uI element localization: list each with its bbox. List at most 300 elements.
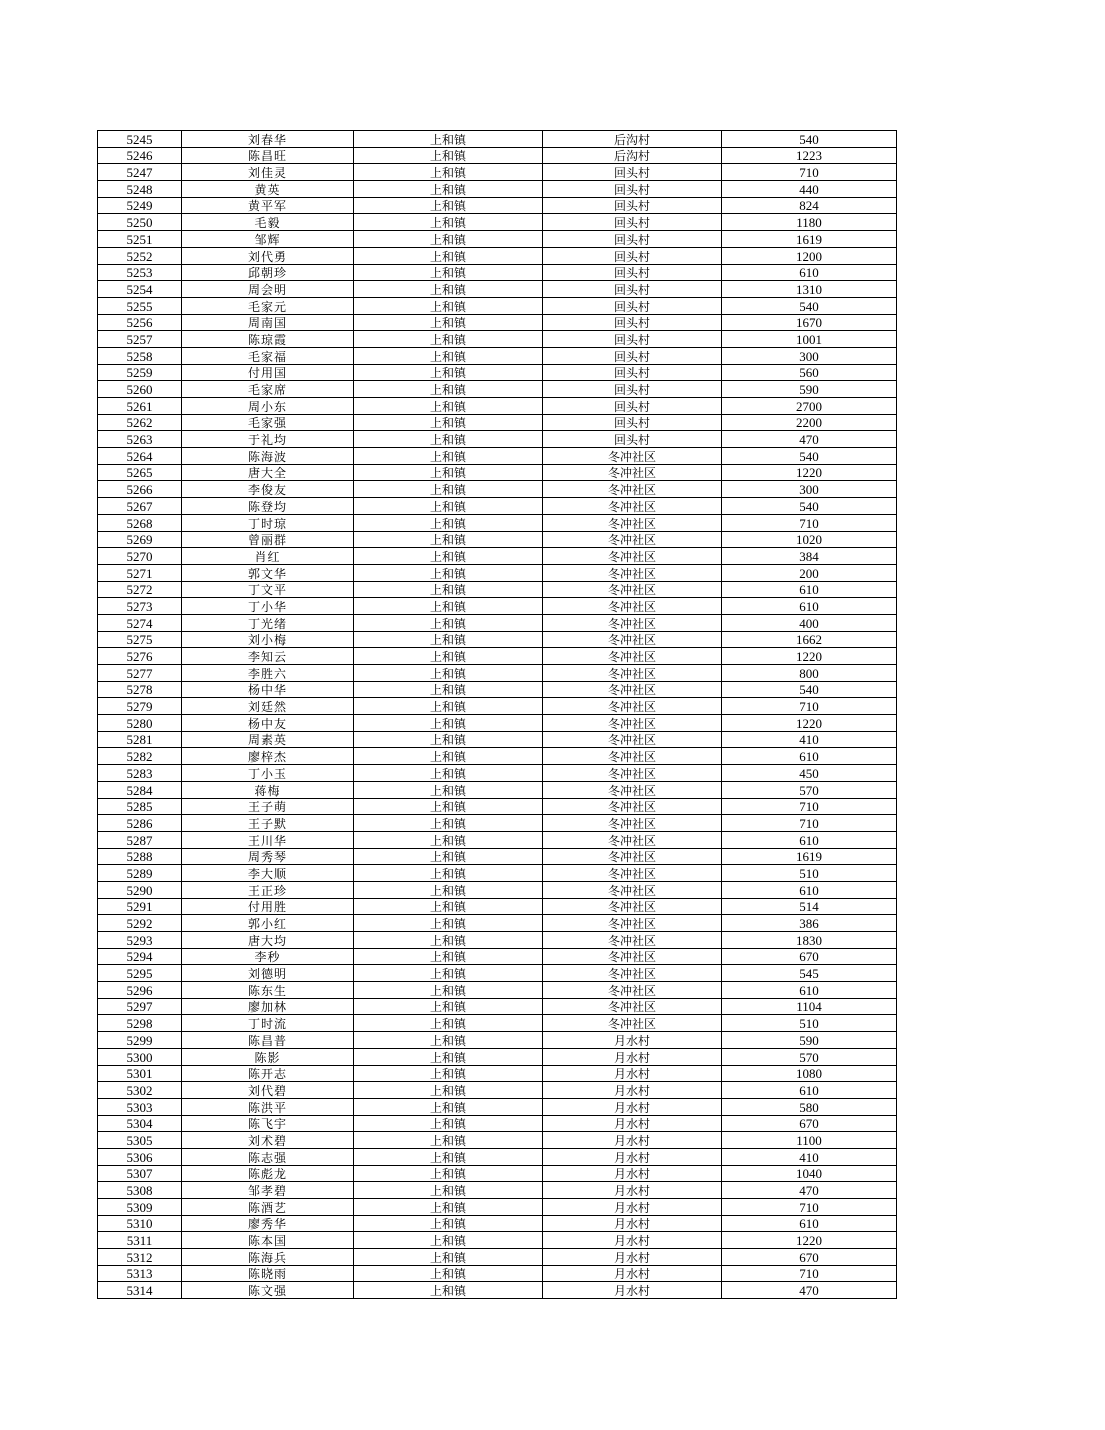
town-cell: 上和镇 xyxy=(354,347,543,364)
town-cell: 上和镇 xyxy=(354,1082,543,1099)
amount-cell: 1040 xyxy=(722,1165,897,1182)
village-cell: 回头村 xyxy=(543,314,722,331)
village-cell: 回头村 xyxy=(543,231,722,248)
town-cell: 上和镇 xyxy=(354,648,543,665)
table-row xyxy=(98,648,897,665)
village-cell: 冬冲社区 xyxy=(543,865,722,882)
amount-cell: 1020 xyxy=(722,531,897,548)
amount-cell: 560 xyxy=(722,364,897,381)
row-number-cell: 5275 xyxy=(98,631,182,648)
town-cell: 上和镇 xyxy=(354,865,543,882)
town-cell: 上和镇 xyxy=(354,147,543,164)
amount-cell: 470 xyxy=(722,1282,897,1299)
table-row xyxy=(98,164,897,181)
name-cell: 丁时流 xyxy=(182,1015,354,1032)
village-cell: 月水村 xyxy=(543,1249,722,1266)
table-row xyxy=(98,898,897,915)
row-number-cell: 5286 xyxy=(98,815,182,832)
row-number-cell: 5312 xyxy=(98,1249,182,1266)
name-cell: 陈志强 xyxy=(182,1148,354,1165)
table-row xyxy=(98,231,897,248)
row-number-cell: 5284 xyxy=(98,781,182,798)
name-cell: 丁时琼 xyxy=(182,514,354,531)
amount-cell: 580 xyxy=(722,1098,897,1115)
table-row xyxy=(98,264,897,281)
table-row xyxy=(98,998,897,1015)
village-cell: 回头村 xyxy=(543,197,722,214)
village-cell: 冬冲社区 xyxy=(543,948,722,965)
town-cell: 上和镇 xyxy=(354,181,543,198)
name-cell: 邱朝珍 xyxy=(182,264,354,281)
village-cell: 回头村 xyxy=(543,431,722,448)
table-row xyxy=(98,1032,897,1049)
village-cell: 回头村 xyxy=(543,297,722,314)
data-table xyxy=(97,130,897,1299)
table-row xyxy=(98,698,897,715)
amount-cell: 610 xyxy=(722,581,897,598)
village-cell: 冬冲社区 xyxy=(543,932,722,949)
table-row xyxy=(98,514,897,531)
town-cell: 上和镇 xyxy=(354,831,543,848)
town-cell: 上和镇 xyxy=(354,197,543,214)
amount-cell: 200 xyxy=(722,564,897,581)
table-row xyxy=(98,598,897,615)
row-number-cell: 5248 xyxy=(98,181,182,198)
town-cell: 上和镇 xyxy=(354,1182,543,1199)
table-row xyxy=(98,1015,897,1032)
town-cell: 上和镇 xyxy=(354,331,543,348)
row-number-cell: 5288 xyxy=(98,848,182,865)
village-cell: 后沟村 xyxy=(543,131,722,148)
town-cell: 上和镇 xyxy=(354,982,543,999)
town-cell: 上和镇 xyxy=(354,1115,543,1132)
table-row xyxy=(98,1215,897,1232)
row-number-cell: 5278 xyxy=(98,681,182,698)
row-number-cell: 5259 xyxy=(98,364,182,381)
table-row xyxy=(98,1082,897,1099)
town-cell: 上和镇 xyxy=(354,564,543,581)
table-row xyxy=(98,364,897,381)
town-cell: 上和镇 xyxy=(354,848,543,865)
amount-cell: 710 xyxy=(722,815,897,832)
table-row xyxy=(98,581,897,598)
table-row xyxy=(98,1182,897,1199)
amount-cell: 670 xyxy=(722,948,897,965)
row-number-cell: 5302 xyxy=(98,1082,182,1099)
amount-cell: 1200 xyxy=(722,247,897,264)
amount-cell: 400 xyxy=(722,614,897,631)
village-cell: 月水村 xyxy=(543,1065,722,1082)
table-row xyxy=(98,498,897,515)
table-row xyxy=(98,564,897,581)
village-cell: 回头村 xyxy=(543,414,722,431)
row-number-cell: 5293 xyxy=(98,932,182,949)
amount-cell: 1619 xyxy=(722,231,897,248)
town-cell: 上和镇 xyxy=(354,898,543,915)
table-row xyxy=(98,681,897,698)
name-cell: 陈东生 xyxy=(182,982,354,999)
name-cell: 周南国 xyxy=(182,314,354,331)
town-cell: 上和镇 xyxy=(354,481,543,498)
table-row xyxy=(98,815,897,832)
table-row xyxy=(98,748,897,765)
town-cell: 上和镇 xyxy=(354,464,543,481)
town-cell: 上和镇 xyxy=(354,581,543,598)
table-row xyxy=(98,414,897,431)
table-row xyxy=(98,715,897,732)
village-cell: 冬冲社区 xyxy=(543,698,722,715)
town-cell: 上和镇 xyxy=(354,398,543,415)
town-cell: 上和镇 xyxy=(354,1215,543,1232)
town-cell: 上和镇 xyxy=(354,765,543,782)
table-row xyxy=(98,1098,897,1115)
town-cell: 上和镇 xyxy=(354,1148,543,1165)
amount-cell: 710 xyxy=(722,1265,897,1282)
town-cell: 上和镇 xyxy=(354,915,543,932)
name-cell: 黄平军 xyxy=(182,197,354,214)
row-number-cell: 5256 xyxy=(98,314,182,331)
name-cell: 陈海波 xyxy=(182,448,354,465)
row-number-cell: 5245 xyxy=(98,131,182,148)
row-number-cell: 5247 xyxy=(98,164,182,181)
village-cell: 月水村 xyxy=(543,1098,722,1115)
table-row xyxy=(98,314,897,331)
amount-cell: 540 xyxy=(722,681,897,698)
row-number-cell: 5299 xyxy=(98,1032,182,1049)
table-row xyxy=(98,1115,897,1132)
row-number-cell: 5257 xyxy=(98,331,182,348)
town-cell: 上和镇 xyxy=(354,665,543,682)
table-row xyxy=(98,1148,897,1165)
row-number-cell: 5289 xyxy=(98,865,182,882)
name-cell: 陈登均 xyxy=(182,498,354,515)
table-row xyxy=(98,881,897,898)
row-number-cell: 5311 xyxy=(98,1232,182,1249)
amount-cell: 1619 xyxy=(722,848,897,865)
row-number-cell: 5246 xyxy=(98,147,182,164)
village-cell: 冬冲社区 xyxy=(543,665,722,682)
village-cell: 回头村 xyxy=(543,364,722,381)
row-number-cell: 5253 xyxy=(98,264,182,281)
town-cell: 上和镇 xyxy=(354,131,543,148)
town-cell: 上和镇 xyxy=(354,1098,543,1115)
row-number-cell: 5290 xyxy=(98,881,182,898)
name-cell: 廖梓杰 xyxy=(182,748,354,765)
row-number-cell: 5263 xyxy=(98,431,182,448)
table-row xyxy=(98,1048,897,1065)
name-cell: 陈彪龙 xyxy=(182,1165,354,1182)
name-cell: 陈飞宇 xyxy=(182,1115,354,1132)
town-cell: 上和镇 xyxy=(354,548,543,565)
amount-cell: 610 xyxy=(722,748,897,765)
name-cell: 陈晓雨 xyxy=(182,1265,354,1282)
town-cell: 上和镇 xyxy=(354,998,543,1015)
table-row xyxy=(98,131,897,148)
village-cell: 冬冲社区 xyxy=(543,848,722,865)
row-number-cell: 5277 xyxy=(98,665,182,682)
row-number-cell: 5266 xyxy=(98,481,182,498)
name-cell: 杨中友 xyxy=(182,715,354,732)
row-number-cell: 5260 xyxy=(98,381,182,398)
name-cell: 刘佳灵 xyxy=(182,164,354,181)
name-cell: 陈影 xyxy=(182,1048,354,1065)
village-cell: 冬冲社区 xyxy=(543,915,722,932)
name-cell: 陈文强 xyxy=(182,1282,354,1299)
town-cell: 上和镇 xyxy=(354,815,543,832)
town-cell: 上和镇 xyxy=(354,698,543,715)
name-cell: 陈酒艺 xyxy=(182,1199,354,1216)
village-cell: 冬冲社区 xyxy=(543,631,722,648)
village-cell: 冬冲社区 xyxy=(543,715,722,732)
name-cell: 陈本国 xyxy=(182,1232,354,1249)
name-cell: 刘廷然 xyxy=(182,698,354,715)
village-cell: 月水村 xyxy=(543,1115,722,1132)
row-number-cell: 5281 xyxy=(98,731,182,748)
row-number-cell: 5305 xyxy=(98,1132,182,1149)
amount-cell: 1080 xyxy=(722,1065,897,1082)
table-row xyxy=(98,281,897,298)
table-row xyxy=(98,1199,897,1216)
amount-cell: 590 xyxy=(722,1032,897,1049)
amount-cell: 300 xyxy=(722,347,897,364)
town-cell: 上和镇 xyxy=(354,1232,543,1249)
town-cell: 上和镇 xyxy=(354,1065,543,1082)
row-number-cell: 5252 xyxy=(98,247,182,264)
town-cell: 上和镇 xyxy=(354,1032,543,1049)
name-cell: 陈琼霞 xyxy=(182,331,354,348)
town-cell: 上和镇 xyxy=(354,214,543,231)
town-cell: 上和镇 xyxy=(354,531,543,548)
town-cell: 上和镇 xyxy=(354,1048,543,1065)
name-cell: 王子萌 xyxy=(182,798,354,815)
table-row xyxy=(98,948,897,965)
amount-cell: 510 xyxy=(722,865,897,882)
name-cell: 曾丽群 xyxy=(182,531,354,548)
town-cell: 上和镇 xyxy=(354,881,543,898)
town-cell: 上和镇 xyxy=(354,1132,543,1149)
name-cell: 毛家席 xyxy=(182,381,354,398)
town-cell: 上和镇 xyxy=(354,631,543,648)
name-cell: 蒋梅 xyxy=(182,781,354,798)
amount-cell: 450 xyxy=(722,765,897,782)
town-cell: 上和镇 xyxy=(354,381,543,398)
village-cell: 冬冲社区 xyxy=(543,898,722,915)
amount-cell: 1220 xyxy=(722,715,897,732)
amount-cell: 800 xyxy=(722,665,897,682)
amount-cell: 540 xyxy=(722,448,897,465)
name-cell: 陈昌普 xyxy=(182,1032,354,1049)
table-row xyxy=(98,932,897,949)
name-cell: 刘小梅 xyxy=(182,631,354,648)
village-cell: 月水村 xyxy=(543,1165,722,1182)
name-cell: 丁文平 xyxy=(182,581,354,598)
village-cell: 回头村 xyxy=(543,214,722,231)
name-cell: 刘代碧 xyxy=(182,1082,354,1099)
name-cell: 李大顺 xyxy=(182,865,354,882)
name-cell: 毛家福 xyxy=(182,347,354,364)
name-cell: 刘德明 xyxy=(182,965,354,982)
row-number-cell: 5313 xyxy=(98,1265,182,1282)
village-cell: 月水村 xyxy=(543,1282,722,1299)
table-row xyxy=(98,765,897,782)
row-number-cell: 5307 xyxy=(98,1165,182,1182)
name-cell: 郭文华 xyxy=(182,564,354,581)
row-number-cell: 5267 xyxy=(98,498,182,515)
row-number-cell: 5308 xyxy=(98,1182,182,1199)
name-cell: 刘春华 xyxy=(182,131,354,148)
village-cell: 冬冲社区 xyxy=(543,448,722,465)
name-cell: 郭小红 xyxy=(182,915,354,932)
village-cell: 冬冲社区 xyxy=(543,1015,722,1032)
name-cell: 杨中华 xyxy=(182,681,354,698)
town-cell: 上和镇 xyxy=(354,798,543,815)
row-number-cell: 5264 xyxy=(98,448,182,465)
town-cell: 上和镇 xyxy=(354,514,543,531)
name-cell: 丁光绪 xyxy=(182,614,354,631)
table-row xyxy=(98,1065,897,1082)
village-cell: 冬冲社区 xyxy=(543,982,722,999)
village-cell: 回头村 xyxy=(543,181,722,198)
town-cell: 上和镇 xyxy=(354,247,543,264)
amount-cell: 1830 xyxy=(722,932,897,949)
row-number-cell: 5261 xyxy=(98,398,182,415)
village-cell: 月水村 xyxy=(543,1265,722,1282)
amount-cell: 710 xyxy=(722,698,897,715)
row-number-cell: 5294 xyxy=(98,948,182,965)
row-number-cell: 5273 xyxy=(98,598,182,615)
amount-cell: 590 xyxy=(722,381,897,398)
row-number-cell: 5291 xyxy=(98,898,182,915)
name-cell: 毛毅 xyxy=(182,214,354,231)
name-cell: 肖红 xyxy=(182,548,354,565)
name-cell: 唐大全 xyxy=(182,464,354,481)
name-cell: 周素英 xyxy=(182,731,354,748)
town-cell: 上和镇 xyxy=(354,965,543,982)
amount-cell: 1001 xyxy=(722,331,897,348)
village-cell: 后沟村 xyxy=(543,147,722,164)
amount-cell: 1223 xyxy=(722,147,897,164)
amount-cell: 540 xyxy=(722,297,897,314)
row-number-cell: 5296 xyxy=(98,982,182,999)
amount-cell: 670 xyxy=(722,1115,897,1132)
village-cell: 回头村 xyxy=(543,347,722,364)
name-cell: 邹辉 xyxy=(182,231,354,248)
row-number-cell: 5314 xyxy=(98,1282,182,1299)
village-cell: 冬冲社区 xyxy=(543,531,722,548)
village-cell: 回头村 xyxy=(543,331,722,348)
amount-cell: 610 xyxy=(722,982,897,999)
table-row xyxy=(98,297,897,314)
table-row xyxy=(98,1282,897,1299)
amount-cell: 610 xyxy=(722,1082,897,1099)
village-cell: 月水村 xyxy=(543,1232,722,1249)
town-cell: 上和镇 xyxy=(354,1165,543,1182)
amount-cell: 514 xyxy=(722,898,897,915)
name-cell: 丁小玉 xyxy=(182,765,354,782)
row-number-cell: 5280 xyxy=(98,715,182,732)
name-cell: 陈海兵 xyxy=(182,1249,354,1266)
amount-cell: 1180 xyxy=(722,214,897,231)
table-row xyxy=(98,781,897,798)
amount-cell: 710 xyxy=(722,1199,897,1216)
village-cell: 冬冲社区 xyxy=(543,798,722,815)
row-number-cell: 5271 xyxy=(98,564,182,581)
village-cell: 冬冲社区 xyxy=(543,514,722,531)
row-number-cell: 5303 xyxy=(98,1098,182,1115)
town-cell: 上和镇 xyxy=(354,498,543,515)
village-cell: 回头村 xyxy=(543,264,722,281)
amount-cell: 300 xyxy=(722,481,897,498)
village-cell: 冬冲社区 xyxy=(543,481,722,498)
village-cell: 冬冲社区 xyxy=(543,464,722,481)
name-cell: 丁小华 xyxy=(182,598,354,615)
amount-cell: 1670 xyxy=(722,314,897,331)
amount-cell: 570 xyxy=(722,1048,897,1065)
row-number-cell: 5295 xyxy=(98,965,182,982)
row-number-cell: 5298 xyxy=(98,1015,182,1032)
name-cell: 黄英 xyxy=(182,181,354,198)
name-cell: 李秒 xyxy=(182,948,354,965)
town-cell: 上和镇 xyxy=(354,681,543,698)
table-row xyxy=(98,1165,897,1182)
name-cell: 唐大均 xyxy=(182,932,354,949)
table-row xyxy=(98,531,897,548)
row-number-cell: 5268 xyxy=(98,514,182,531)
town-cell: 上和镇 xyxy=(354,1199,543,1216)
village-cell: 冬冲社区 xyxy=(543,765,722,782)
village-cell: 回头村 xyxy=(543,164,722,181)
table-row xyxy=(98,798,897,815)
row-number-cell: 5285 xyxy=(98,798,182,815)
table-row xyxy=(98,464,897,481)
village-cell: 冬冲社区 xyxy=(543,648,722,665)
row-number-cell: 5265 xyxy=(98,464,182,481)
name-cell: 周秀琴 xyxy=(182,848,354,865)
name-cell: 李胜六 xyxy=(182,665,354,682)
name-cell: 付用胜 xyxy=(182,898,354,915)
town-cell: 上和镇 xyxy=(354,748,543,765)
table-row xyxy=(98,548,897,565)
name-cell: 邹孝碧 xyxy=(182,1182,354,1199)
table-row xyxy=(98,197,897,214)
name-cell: 周会明 xyxy=(182,281,354,298)
row-number-cell: 5300 xyxy=(98,1048,182,1065)
table-row xyxy=(98,398,897,415)
village-cell: 冬冲社区 xyxy=(543,998,722,1015)
table-row xyxy=(98,481,897,498)
amount-cell: 1310 xyxy=(722,281,897,298)
table-row xyxy=(98,331,897,348)
table-row xyxy=(98,381,897,398)
village-cell: 冬冲社区 xyxy=(543,681,722,698)
village-cell: 回头村 xyxy=(543,398,722,415)
name-cell: 王川华 xyxy=(182,831,354,848)
row-number-cell: 5297 xyxy=(98,998,182,1015)
town-cell: 上和镇 xyxy=(354,448,543,465)
amount-cell: 710 xyxy=(722,798,897,815)
table-row xyxy=(98,181,897,198)
table-row xyxy=(98,1265,897,1282)
row-number-cell: 5270 xyxy=(98,548,182,565)
amount-cell: 540 xyxy=(722,131,897,148)
row-number-cell: 5269 xyxy=(98,531,182,548)
amount-cell: 1220 xyxy=(722,648,897,665)
town-cell: 上和镇 xyxy=(354,297,543,314)
table-row xyxy=(98,448,897,465)
town-cell: 上和镇 xyxy=(354,281,543,298)
name-cell: 刘术碧 xyxy=(182,1132,354,1149)
name-cell: 付用国 xyxy=(182,364,354,381)
